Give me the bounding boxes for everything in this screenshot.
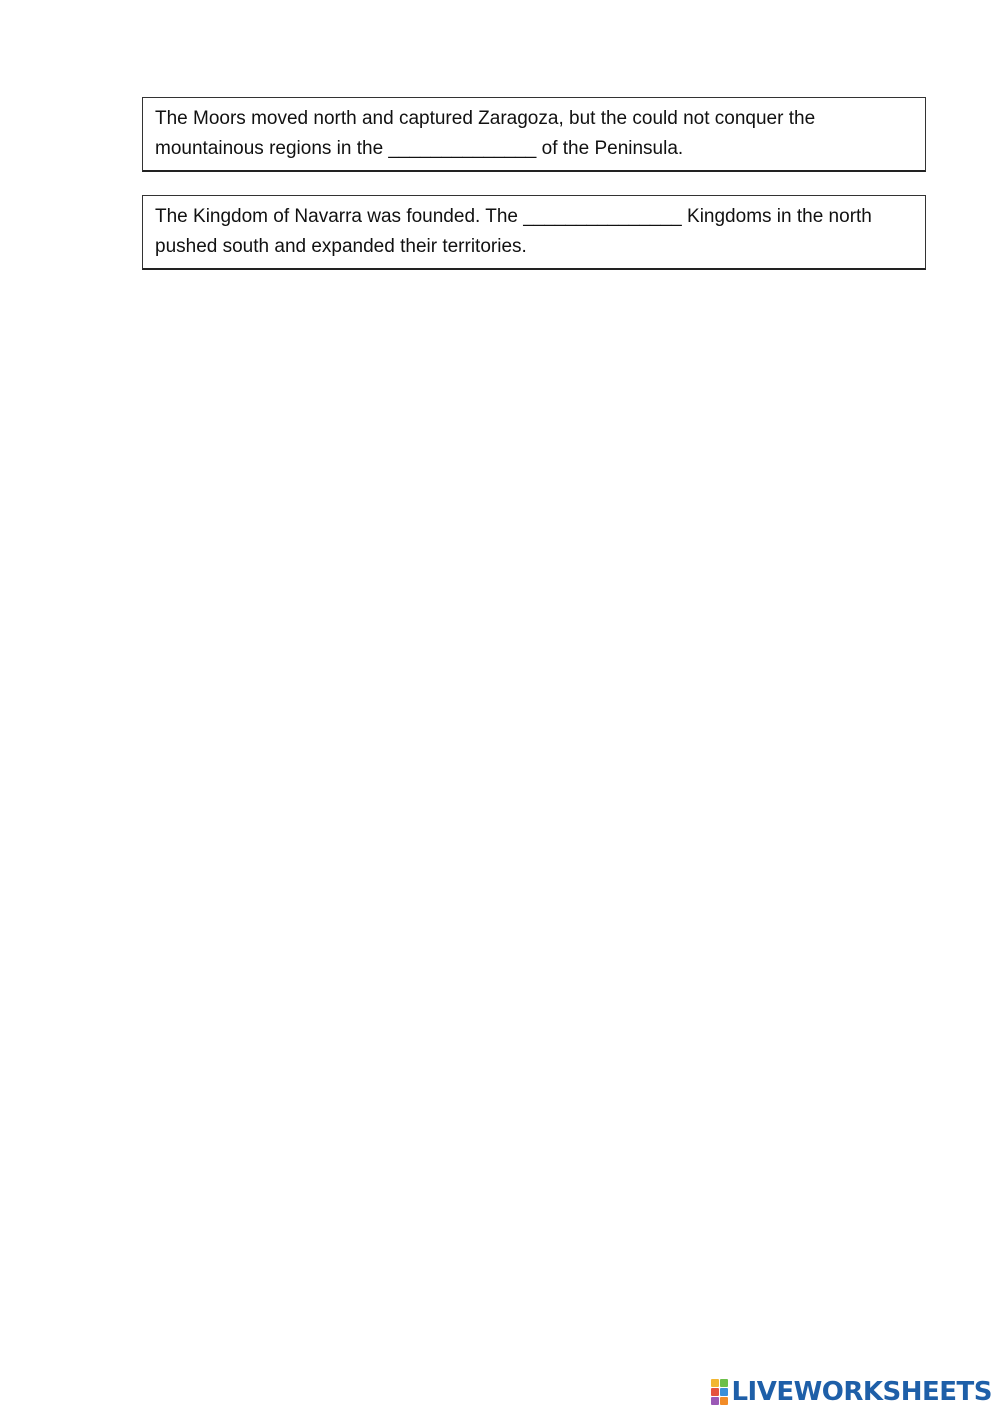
sentence-1-line-1: The Moors moved north and captured Zaragoza, but the could not conquer the [155, 108, 816, 129]
sentence-1-line-2: mountainous regions in the ______________ of the Peninsula. [155, 138, 684, 159]
sentence-box-2 [142, 195, 926, 270]
liveworksheets-logo-icon [711, 1379, 728, 1405]
liveworksheets-logo-text: LIVEWORKSHEETS [731, 1377, 992, 1407]
sentence-2-line-2: pushed south and expanded their territories. [155, 236, 527, 257]
liveworksheets-logo [711, 1379, 992, 1405]
sentence-2-line-1: The Kingdom of Navarra was founded. The _______________ Kingdoms in the north [155, 206, 872, 227]
sentence-box-1 [142, 97, 926, 172]
